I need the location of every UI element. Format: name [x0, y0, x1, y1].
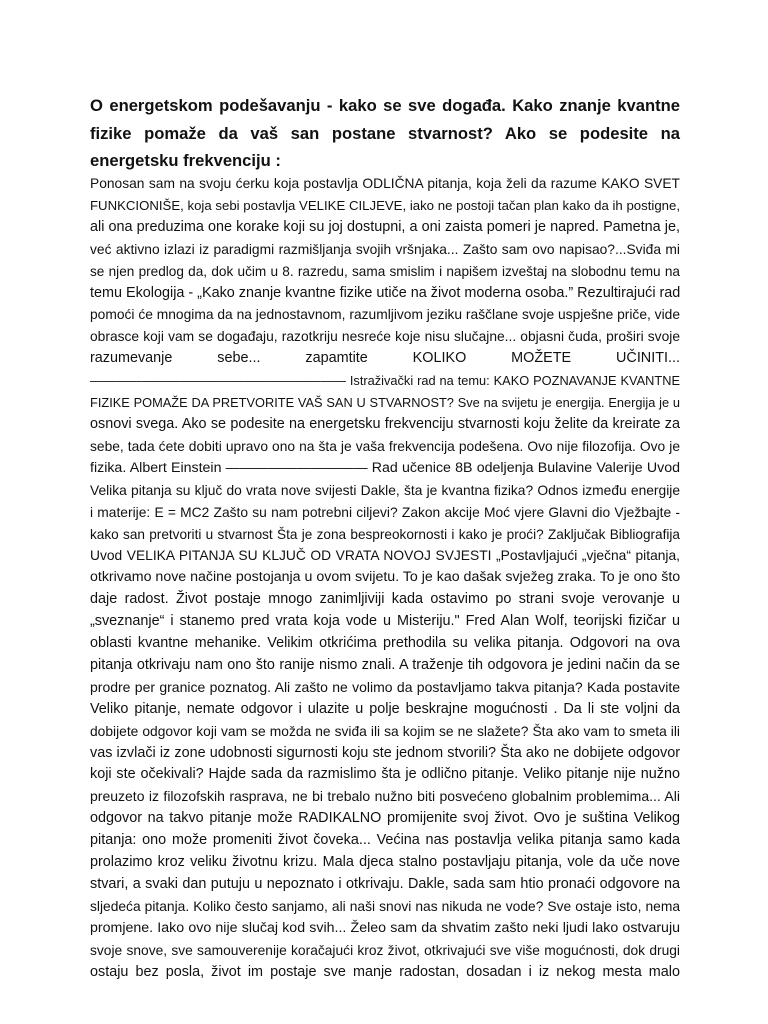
body-line: FIZIKE POMAŽE DA PRETVORITE VAŠ SAN U STVARNOST? Sve na svijetu je energija. Energija je u	[90, 395, 680, 411]
body-line: vas izvlači iz zone udobnosti sigurnosti koju ste jednom stvorili? Šta ako ne dobijete odgovor	[90, 744, 680, 761]
body-line: prodre per granice poznatog. Ali zašto ne volimo da postavljamo takva pitanja? Kada postavite	[90, 678, 680, 695]
body-line: i materije: E = MC2 Zašto su nam potrebni ciljevi? Zakon akcije Moć vjere Glavni dio Vježbajte -	[90, 504, 680, 520]
body-line: fizika. Albert Einstein —————————— Rad učenice 8B odeljenja Bulavine Valerije Uvod	[90, 459, 680, 476]
body-line: se njen predlog da, dok učim u 8. razredu, sama smislim i napišem izveštaj na slobodnu temu na	[90, 263, 680, 279]
body-line: „sveznanje“ i stanemo pred vrata koja vode u Misteriju." Fred Alan Wolf, teorijski fizičar u	[90, 613, 680, 630]
body-line: Ponosan sam na svoju ćerku koja postavlja ODLIČNA pitanja, koja želi da razume KAKO SVET	[90, 176, 680, 191]
body-line: temu Ekologija - „Kako znanje kvantne fizike utiče na život moderna osoba.” Rezultirajući rad	[90, 284, 680, 301]
body-line: odgovor na takvo pitanje može RADIKALNO promijenite svoj život. Ovo je suština Velikog	[90, 810, 680, 827]
body-line: Velika pitanja su ključ do vrata nove svijesti Dakle, šta je kvantna fizika? Odnos između energije	[90, 482, 680, 498]
body-line: Veliko pitanje, nemate odgovor i ulazite u polje beskrajne mogućnosti . Da li ste voljni da	[90, 700, 680, 717]
body-line: koji ste očekivali? Hajde sada da razmislimo šta je odlično pitanje. Veliko pitanje nije nužno	[90, 766, 680, 783]
body-line: prolazimo kroz veliku životnu krizu. Mala djeca stalno postavljaju pitanja, vole da uče nove	[90, 854, 680, 871]
document-body	[90, 173, 680, 984]
body-line: sebe, tada ćete dobiti upravo ono na šta je vaša frekvencija podešena. Ovo nije filozofija. Ovo je	[90, 438, 680, 454]
document-title: O energetskom podešavanju - kako se sve događa. Kako znanje kvantne fizike pomaže da vaš san postane stvarnost? Ako se podesite na energetsku frekvenciju :	[90, 96, 680, 170]
body-line: preuzeto iz filozofskih rasprava, ne bi trebalo nužno biti posvećeno globalnim problemima... Ali	[90, 788, 680, 805]
body-line: osnovi svega. Ako se podesite na energetsku frekvenciju stvarnosti koju želite da kreirate za	[90, 415, 680, 432]
body-line: ostaju bez posla, život im postaje sve manje radostan, dosadan i iz nekog mesta malo	[90, 963, 680, 980]
body-line: otkrivamo nove načine postojanja u ovom svijetu. To je kao dašak svježeg zraka. To je ono što	[90, 569, 680, 586]
body-line: ———————————————————— Istraživački rad na temu: KAKO POZNAVANJE KVANTNE	[90, 373, 680, 389]
body-line: promjene. Iako ovo nije slučaj kod svih... Želeo sam da shvatim zašto neki ljudi lako ostvaruju	[90, 919, 680, 936]
body-line: stvari, a svaki dan putuju u nepoznato i otkrivaju. Dakle, sada sam htio pronaći odgovore na	[90, 876, 680, 892]
body-line: daje radost. Život postaje mnogo zanimljiviji kada ostavimo po strani svoje verovanje u	[90, 591, 680, 608]
body-line: dobijete odgovor koji vam se možda ne sviđa ili sa kojim se ne slažete? Šta ako vam to smeta ili	[90, 723, 680, 739]
body-line: sljedeća pitanja. Koliko često sanjamo, ali naši snovi nas nikuda ne vode? Sve ostaje isto, nema	[90, 898, 680, 914]
body-line: kako san pretvoriti u stvarnost Šta je zona bespreokornosti i kako je proći? Zaključak Bibliografija	[90, 526, 680, 542]
body-line: pitanja: ono može promeniti život čoveka... Većina nas postavlja velika pitanja samo kada	[90, 832, 680, 849]
body-line: Uvod VELIKA PITANJA SU KLJUČ OD VRATA NOVOJ SVJESTI „Postavljajući „vječna“ pitanja,	[90, 548, 680, 564]
body-line: već aktivno izlazi iz paradigmi razmišljanja svojih vršnjaka... Zašto sam ovo napisao?...Sviđa mi	[90, 241, 680, 257]
body-line: FUNKCIONIŠE, koja sebi postavlja VELIKE CILJEVE, iako ne postoji tačan plan kako da ih postigne,	[90, 197, 680, 213]
body-line: oblasti kvantne mehanike. Velikim otkrićima prethodila su velika pitanja. Odgovori na ova	[90, 635, 680, 652]
body-line: pitanja otkrivaju nam ono što ranije nismo znali. A traženje tih odgovora je jedini način da se	[90, 656, 680, 673]
body-line: svoje snove, sve samouverenije koračajući kroz život, otkrivajući sve više mogućnosti, dok drugi	[90, 942, 680, 958]
body-line: obrasce koji vam se događaju, razotkriju nesreće koje nisu slučajne... objasni čuda, proširi svoje	[90, 329, 680, 345]
body-line: pomoći će mnogima da na jednostavnom, razumljivom jeziku raščlane svoje uspješne priče, vide	[90, 307, 680, 323]
body-line: ali ona preduzima one korake koji su joj dostupni, a oni zaista pomeri je napred. Pametna je,	[90, 218, 680, 235]
body-line: razumevanje sebe... zapamtite KOLIKO MOŽETE UČINITI...	[90, 350, 680, 367]
